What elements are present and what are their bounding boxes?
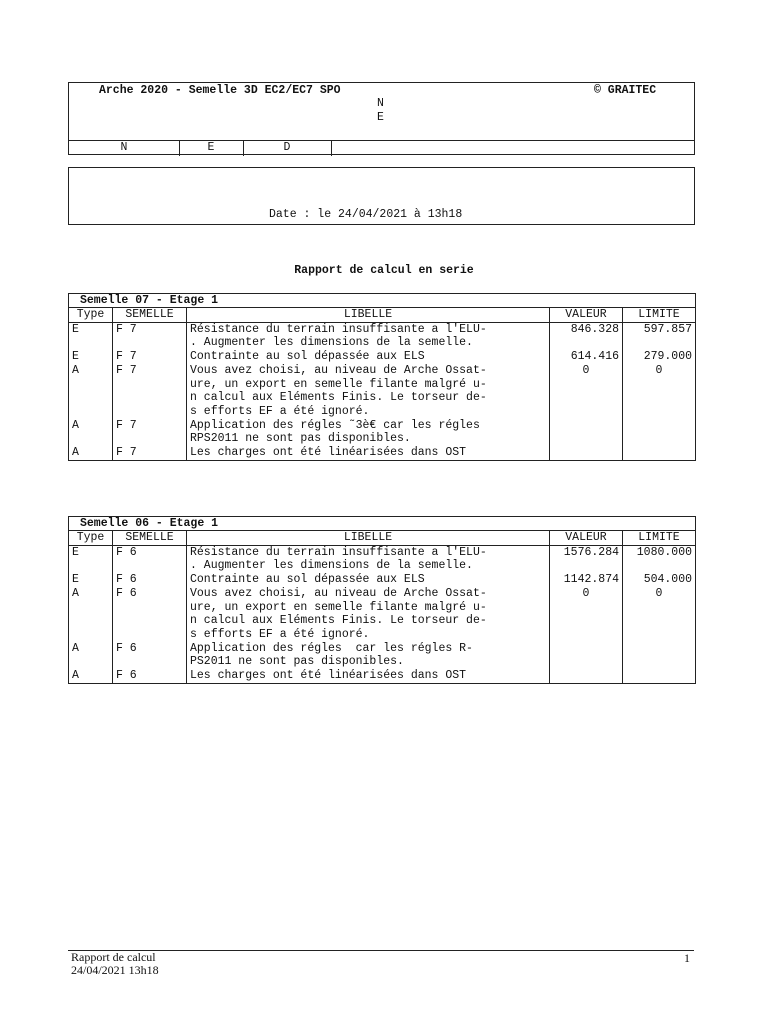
cell-semelle: F 7	[113, 364, 187, 419]
cell-limite	[623, 669, 696, 683]
col-libelle: LIBELLE	[187, 531, 550, 546]
results-table-semelle-06	[68, 516, 696, 684]
table-row	[69, 322, 696, 350]
header-cells-row	[69, 140, 694, 156]
cell-semelle: F 6	[113, 573, 187, 587]
header-cell-d: D	[243, 141, 332, 156]
cell-semelle: F 7	[113, 419, 187, 446]
cell-valeur: 846.328	[550, 322, 623, 350]
table-header-row	[69, 531, 696, 546]
table-row	[69, 419, 696, 446]
cell-semelle: F 6	[113, 587, 187, 642]
cell-semelle: F 6	[113, 669, 187, 683]
report-date: Date : le 24/04/2021 à 13h18	[269, 208, 463, 221]
page-number: 1	[684, 951, 690, 965]
cell-limite: 1080.000	[623, 545, 696, 573]
table-row	[69, 642, 696, 669]
results-table-semelle-07	[68, 293, 696, 461]
cell-libelle: Application des régles car les régles R- PS2011 ne sont pas disponibles.	[187, 642, 550, 669]
footer-title: Rapport de calcul	[71, 950, 156, 964]
col-limite: LIMITE	[623, 531, 696, 546]
table-row	[69, 573, 696, 587]
cell-semelle: F 6	[113, 545, 187, 573]
cell-limite	[623, 419, 696, 446]
cell-semelle: F 7	[113, 446, 187, 460]
cell-type: E	[69, 573, 113, 587]
table-row	[69, 364, 696, 419]
cell-limite: 597.857	[623, 322, 696, 350]
cell-type: A	[69, 419, 113, 446]
header-n: N	[377, 97, 384, 110]
cell-libelle: Résistance du terrain insuffisante a l'ELU- . Augmenter les dimensions de la semelle.	[187, 322, 550, 350]
cell-valeur: 0	[550, 364, 623, 419]
cell-libelle: Contrainte au sol dépassée aux ELS	[187, 350, 550, 364]
header-title-row	[69, 83, 694, 140]
cell-limite	[623, 446, 696, 460]
table-row	[69, 545, 696, 573]
table-row	[69, 350, 696, 364]
table-caption: Semelle 06 - Etage 1	[68, 516, 696, 530]
header-cell-n: N	[69, 141, 180, 156]
table-row	[69, 587, 696, 642]
col-valeur: VALEUR	[550, 531, 623, 546]
header-box	[68, 82, 695, 155]
cell-libelle: Les charges ont été linéarisées dans OST	[187, 446, 550, 460]
col-libelle: LIBELLE	[187, 308, 550, 323]
cell-type: A	[69, 364, 113, 419]
cell-libelle: Les charges ont été linéarisées dans OST	[187, 669, 550, 683]
cell-type: E	[69, 322, 113, 350]
cell-valeur: 1142.874	[550, 573, 623, 587]
table-row	[69, 446, 696, 460]
cell-valeur	[550, 419, 623, 446]
cell-limite	[623, 642, 696, 669]
col-limite: LIMITE	[623, 308, 696, 323]
info-box	[68, 167, 695, 225]
cell-valeur: 614.416	[550, 350, 623, 364]
header-cell-e: E	[179, 141, 244, 156]
cell-semelle: F 7	[113, 322, 187, 350]
cell-libelle: Vous avez choisi, au niveau de Arche Ossat- ure, un export en semelle filante malgré u- n calcul aux Eléments Finis. Le torseur de- s efforts EF a été ignoré.	[187, 364, 550, 419]
cell-type: A	[69, 642, 113, 669]
table-row	[69, 669, 696, 683]
cell-libelle: Résistance du terrain insuffisante a l'ELU- . Augmenter les dimensions de la semelle.	[187, 545, 550, 573]
cell-libelle: Application des régles ˜3è€ car les régles RPS2011 ne sont pas disponibles.	[187, 419, 550, 446]
cell-type: A	[69, 669, 113, 683]
report-title: Rapport de calcul en serie	[294, 264, 474, 277]
cell-valeur	[550, 669, 623, 683]
cell-libelle: Vous avez choisi, au niveau de Arche Ossat- ure, un export en semelle filante malgré u- n calcul aux Eléments Finis. Le torseur de- s efforts EF a été ignoré.	[187, 587, 550, 642]
footer-date: 24/04/2021 13h18	[71, 963, 159, 977]
cell-limite: 0	[623, 364, 696, 419]
cell-semelle: F 7	[113, 350, 187, 364]
cell-valeur: 0	[550, 587, 623, 642]
cell-valeur	[550, 446, 623, 460]
app-title: Arche 2020 - Semelle 3D EC2/EC7 SPO	[99, 84, 341, 97]
cell-limite: 279.000	[623, 350, 696, 364]
cell-type: A	[69, 446, 113, 460]
cell-type: E	[69, 545, 113, 573]
col-type: Type	[69, 308, 113, 323]
cell-limite: 504.000	[623, 573, 696, 587]
cell-type: A	[69, 587, 113, 642]
col-semelle: SEMELLE	[113, 531, 187, 546]
cell-valeur: 1576.284	[550, 545, 623, 573]
table-caption: Semelle 07 - Etage 1	[68, 293, 696, 307]
footer-divider	[68, 950, 694, 951]
cell-type: E	[69, 350, 113, 364]
cell-semelle: F 6	[113, 642, 187, 669]
cell-libelle: Contrainte au sol dépassée aux ELS	[187, 573, 550, 587]
cell-valeur	[550, 642, 623, 669]
copyright: © GRAITEC	[594, 84, 657, 97]
header-cell-empty	[331, 141, 694, 156]
header-e: E	[377, 111, 384, 124]
cell-limite: 0	[623, 587, 696, 642]
col-valeur: VALEUR	[550, 308, 623, 323]
col-semelle: SEMELLE	[113, 308, 187, 323]
table-header-row	[69, 308, 696, 323]
col-type: Type	[69, 531, 113, 546]
page-footer	[71, 951, 159, 977]
